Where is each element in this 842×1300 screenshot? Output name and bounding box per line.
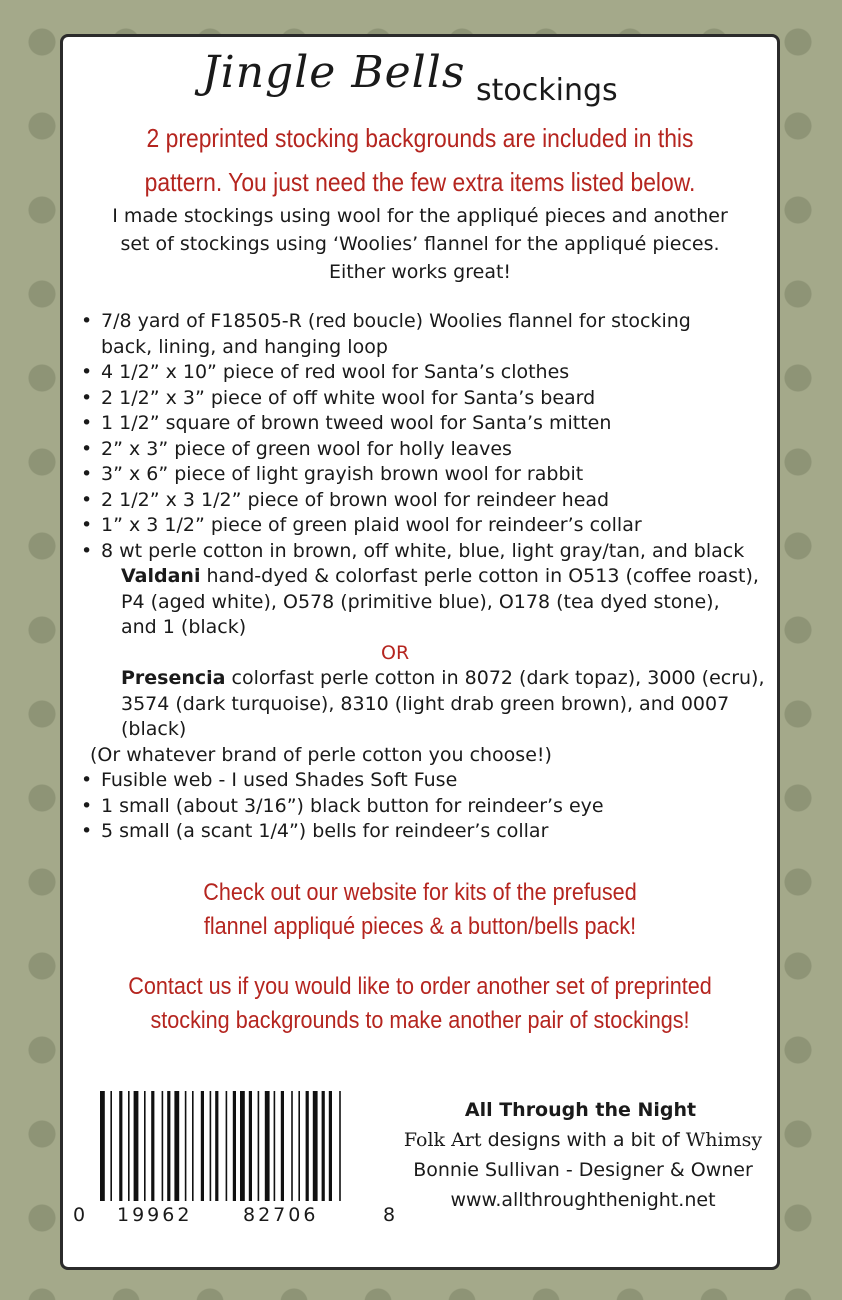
tagline-whimsy: Whimsy	[685, 1129, 763, 1151]
barcode-bar	[210, 1091, 212, 1201]
barcode-bar	[313, 1091, 318, 1201]
supply-item	[63, 437, 777, 463]
supply-text: 1 small (about 3/16”) black button for reindeer’s eye	[101, 794, 604, 817]
supply-item	[63, 411, 777, 437]
barcode-bar	[322, 1091, 325, 1201]
intro-line: Either works great!	[328, 261, 512, 283]
barcode-bar	[329, 1091, 332, 1201]
barcode-bar	[201, 1091, 204, 1201]
supply-item	[63, 513, 777, 539]
presencia-text: (black)	[121, 718, 187, 740]
bullet: •	[81, 794, 93, 817]
barcode-bar	[119, 1091, 122, 1201]
supply-text: 3” x 6” piece of light grayish brown wool for rabbit	[101, 463, 584, 485]
cta-kits-line: flannel appliqué pieces & a button/bells pack!	[203, 913, 637, 940]
bullet: •	[81, 437, 93, 460]
designer-credit: Bonnie Sullivan - Designer & Owner	[413, 1159, 753, 1181]
supply-text: back, lining, and hanging loop	[101, 335, 388, 358]
supply-text: Fusible web - I used Shades Soft Fuse	[101, 769, 458, 791]
barcode	[98, 1091, 398, 1201]
bullet: •	[81, 820, 93, 842]
barcode-bar	[100, 1091, 105, 1201]
barcode-bar	[192, 1091, 194, 1201]
supply-item	[63, 488, 777, 514]
perle-note	[63, 743, 777, 769]
intro-red-line: pattern. You just need the few extra items listed below.	[144, 167, 696, 197]
valdani-line	[63, 615, 777, 641]
bullet: •	[81, 769, 93, 791]
valdani-text: and 1 (black)	[121, 616, 247, 638]
barcode-bar	[110, 1091, 112, 1201]
cta-contact-line: stocking backgrounds to make another pair of stockings!	[150, 1007, 690, 1034]
barcode-bar	[134, 1091, 139, 1201]
intro-line: set of stockings using ‘Woolies’ flannel for the appliqué pieces.	[120, 233, 720, 255]
supply-text: 8 wt perle cotton in brown, off white, blue, light gray/tan, and black	[101, 539, 745, 562]
bullet: •	[81, 386, 93, 409]
barcode-bar	[240, 1091, 245, 1201]
valdani-line	[63, 564, 777, 590]
upc-digit: 0	[73, 1204, 86, 1226]
supply-text: 5 small (a scant 1/4”) bells for reindeer’s collar	[101, 820, 549, 842]
supply-item	[63, 794, 777, 820]
cta-contact-line: Contact us if you would like to order another set of preprinted	[128, 973, 712, 1000]
supply-item	[63, 768, 777, 794]
brand-valdani: Valdani	[121, 565, 201, 587]
title-script: Jingle Bells	[202, 47, 466, 98]
bullet: •	[81, 463, 93, 485]
or-label: OR	[381, 641, 410, 664]
barcode-bar	[144, 1091, 146, 1201]
cta-kits-line: Check out our website for kits of the prefused	[203, 879, 637, 906]
presencia-line	[63, 717, 777, 743]
supply-item	[63, 819, 777, 845]
valdani-text: P4 (aged white), O578 (primitive blue), O178 (tea dyed stone),	[121, 590, 720, 613]
bullet: •	[81, 488, 93, 511]
barcode-bar	[167, 1091, 170, 1201]
supply-item	[63, 309, 777, 335]
bullet: •	[81, 412, 93, 434]
barcode-bar	[281, 1091, 284, 1201]
barcode-bar	[249, 1091, 252, 1201]
valdani-text: hand-dyed & colorfast perle cotton in O513 (coffee roast),	[200, 565, 759, 587]
or-separator	[63, 641, 777, 667]
supply-item	[63, 360, 777, 386]
upc-number	[71, 1204, 401, 1232]
barcode-bar	[265, 1091, 270, 1201]
barcode-bar	[274, 1091, 276, 1201]
website-url: www.allthroughthenight.net	[450, 1189, 716, 1211]
supply-text: 4 1/2” x 10” piece of red wool for Santa’s clothes	[101, 361, 570, 383]
presencia-text: 3574 (dark turquoise), 8310 (light drab green brown), and 0007	[121, 692, 730, 715]
supply-text: 2 1/2” x 3 1/2” piece of brown wool for reindeer head	[101, 488, 610, 511]
barcode-bar	[128, 1091, 130, 1201]
supply-text: 2” x 3” piece of green wool for holly leaves	[101, 437, 512, 460]
barcode-bar	[258, 1091, 260, 1201]
supply-text: 2 1/2” x 3” piece of off white wool for Santa’s beard	[101, 386, 596, 409]
barcode-bar	[233, 1091, 236, 1201]
supply-item	[63, 386, 777, 412]
supplies-list	[63, 309, 777, 845]
note-text: (Or whatever brand of perle cotton you choose!)	[90, 743, 552, 766]
tagline	[393, 1129, 773, 1151]
intro-red-line: 2 preprinted stocking backgrounds are included in this	[146, 123, 694, 153]
tagline-folk-art: Folk Art	[403, 1129, 482, 1151]
supply-text: 1 1/2” square of brown tweed wool for Santa’s mitten	[101, 412, 612, 434]
bullet: •	[81, 310, 93, 332]
bullet: •	[81, 514, 93, 536]
barcode-bar	[162, 1091, 164, 1201]
presencia-line	[63, 692, 777, 718]
title-stockings: stockings	[476, 73, 618, 108]
barcode-bar	[174, 1091, 179, 1201]
barcode-bar	[215, 1091, 218, 1201]
presencia-line	[63, 666, 777, 692]
supply-item	[63, 462, 777, 488]
barcode-bar	[306, 1091, 309, 1201]
upc-group: 82706	[243, 1204, 319, 1226]
pattern-card	[60, 34, 780, 1270]
barcode-bar	[226, 1091, 228, 1201]
upc-group: 19962	[117, 1204, 193, 1226]
barcode-bar	[151, 1091, 154, 1201]
presencia-text: colorfast perle cotton in 8072 (dark topaz), 3000 (ecru),	[225, 667, 765, 689]
tagline-middle: designs with a bit of	[481, 1129, 686, 1151]
barcode-bar	[291, 1091, 293, 1201]
valdani-line	[63, 590, 777, 616]
intro-line: I made stockings using wool for the appliqué pieces and another	[112, 205, 728, 227]
bullet: •	[81, 361, 93, 383]
barcode-bar	[339, 1091, 341, 1201]
barcode-bar	[185, 1091, 187, 1201]
supply-item-continued	[63, 335, 777, 361]
upc-digit: 8	[383, 1204, 396, 1226]
brand-presencia: Presencia	[121, 667, 226, 689]
supply-text: 1” x 3 1/2” piece of green plaid wool for reindeer’s collar	[101, 514, 642, 536]
barcode-bar	[298, 1091, 300, 1201]
company-name: All Through the Night	[464, 1099, 697, 1121]
bullet: •	[81, 539, 93, 562]
supply-text: 7/8 yard of F18505-R (red boucle) Woolies flannel for stocking	[101, 310, 691, 332]
supply-item	[63, 539, 777, 565]
